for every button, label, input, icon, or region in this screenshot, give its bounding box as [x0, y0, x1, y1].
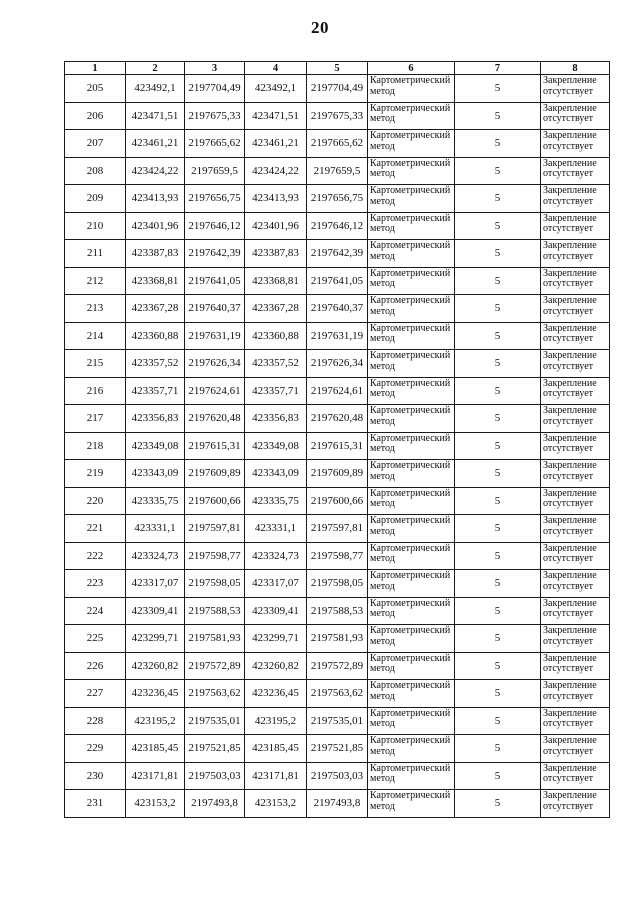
table-row — [65, 130, 610, 158]
y-coordinate-cell: 2197656,75 — [185, 185, 245, 213]
x-coordinate-cell: 423387,83 — [126, 240, 185, 268]
page-number: 20 — [311, 18, 329, 37]
point-number-cell: 210 — [65, 212, 126, 240]
accuracy-value-cell: 5 — [455, 185, 541, 213]
table-row — [65, 350, 610, 378]
x-coordinate-cell: 423413,93 — [126, 185, 185, 213]
determination-method-cell: Картометрический метод — [368, 515, 455, 543]
x-coordinate-repeat-cell: 423356,83 — [245, 405, 307, 433]
point-number-cell: 214 — [65, 322, 126, 350]
column-header-3: 3 — [185, 62, 245, 75]
point-number-cell: 229 — [65, 735, 126, 763]
x-coordinate-repeat-cell: 423317,07 — [245, 570, 307, 598]
fixing-description-cell: Закрепление отсутствует — [541, 240, 610, 268]
x-coordinate-repeat-cell: 423195,2 — [245, 707, 307, 735]
determination-method-cell: Картометрический метод — [368, 322, 455, 350]
fixing-description-cell: Закрепление отсутствует — [541, 597, 610, 625]
table-row — [65, 597, 610, 625]
determination-method-cell: Картометрический метод — [368, 597, 455, 625]
fixing-description-cell: Закрепление отсутствует — [541, 515, 610, 543]
y-coordinate-repeat-cell: 2197588,53 — [307, 597, 368, 625]
y-coordinate-repeat-cell: 2197646,12 — [307, 212, 368, 240]
x-coordinate-cell: 423195,2 — [126, 707, 185, 735]
point-number-cell: 225 — [65, 625, 126, 653]
accuracy-value-cell: 5 — [455, 707, 541, 735]
x-coordinate-repeat-cell: 423367,28 — [245, 295, 307, 323]
x-coordinate-repeat-cell: 423471,51 — [245, 102, 307, 130]
x-coordinate-cell: 423360,88 — [126, 322, 185, 350]
fixing-description-cell: Закрепление отсутствует — [541, 157, 610, 185]
accuracy-value-cell: 5 — [455, 597, 541, 625]
column-header-8: 8 — [541, 62, 610, 75]
y-coordinate-repeat-cell: 2197640,37 — [307, 295, 368, 323]
point-number-cell: 209 — [65, 185, 126, 213]
point-number-cell: 230 — [65, 762, 126, 790]
accuracy-value-cell: 5 — [455, 790, 541, 818]
x-coordinate-repeat-cell: 423171,81 — [245, 762, 307, 790]
x-coordinate-repeat-cell: 423357,71 — [245, 377, 307, 405]
x-coordinate-repeat-cell: 423401,96 — [245, 212, 307, 240]
accuracy-value-cell: 5 — [455, 762, 541, 790]
accuracy-value-cell: 5 — [455, 377, 541, 405]
point-number-cell: 227 — [65, 680, 126, 708]
x-coordinate-cell: 423153,2 — [126, 790, 185, 818]
determination-method-cell: Картометрический метод — [368, 487, 455, 515]
accuracy-value-cell: 5 — [455, 570, 541, 598]
table-row — [65, 625, 610, 653]
x-coordinate-cell: 423492,1 — [126, 75, 185, 103]
fixing-description-cell: Закрепление отсутствует — [541, 707, 610, 735]
determination-method-cell: Картометрический метод — [368, 350, 455, 378]
y-coordinate-cell: 2197581,93 — [185, 625, 245, 653]
x-coordinate-cell: 423324,73 — [126, 542, 185, 570]
y-coordinate-cell: 2197665,62 — [185, 130, 245, 158]
x-coordinate-repeat-cell: 423324,73 — [245, 542, 307, 570]
y-coordinate-cell: 2197572,89 — [185, 652, 245, 680]
table-row — [65, 542, 610, 570]
y-coordinate-repeat-cell: 2197581,93 — [307, 625, 368, 653]
table-header — [65, 62, 610, 75]
point-number-cell: 219 — [65, 460, 126, 488]
determination-method-cell: Картометрический метод — [368, 707, 455, 735]
point-number-cell: 223 — [65, 570, 126, 598]
x-coordinate-cell: 423349,08 — [126, 432, 185, 460]
fixing-description-cell: Закрепление отсутствует — [541, 350, 610, 378]
fixing-description-cell: Закрепление отсутствует — [541, 735, 610, 763]
x-coordinate-repeat-cell: 423309,41 — [245, 597, 307, 625]
table-row — [65, 680, 610, 708]
table-row — [65, 75, 610, 103]
accuracy-value-cell: 5 — [455, 212, 541, 240]
x-coordinate-cell: 423343,09 — [126, 460, 185, 488]
table-row — [65, 460, 610, 488]
x-coordinate-cell: 423368,81 — [126, 267, 185, 295]
y-coordinate-repeat-cell: 2197609,89 — [307, 460, 368, 488]
fixing-description-cell: Закрепление отсутствует — [541, 790, 610, 818]
determination-method-cell: Картометрический метод — [368, 762, 455, 790]
table-row — [65, 432, 610, 460]
table-body — [65, 75, 610, 818]
accuracy-value-cell: 5 — [455, 157, 541, 185]
x-coordinate-cell: 423357,71 — [126, 377, 185, 405]
table-row — [65, 790, 610, 818]
accuracy-value-cell: 5 — [455, 487, 541, 515]
point-number-cell: 220 — [65, 487, 126, 515]
point-number-cell: 222 — [65, 542, 126, 570]
fixing-description-cell: Закрепление отсутствует — [541, 185, 610, 213]
determination-method-cell: Картометрический метод — [368, 75, 455, 103]
point-number-cell: 221 — [65, 515, 126, 543]
y-coordinate-repeat-cell: 2197620,48 — [307, 405, 368, 433]
determination-method-cell: Картометрический метод — [368, 102, 455, 130]
y-coordinate-repeat-cell: 2197597,81 — [307, 515, 368, 543]
fixing-description-cell: Закрепление отсутствует — [541, 460, 610, 488]
y-coordinate-repeat-cell: 2197535,01 — [307, 707, 368, 735]
point-number-cell: 206 — [65, 102, 126, 130]
table-row — [65, 377, 610, 405]
determination-method-cell: Картометрический метод — [368, 680, 455, 708]
y-coordinate-repeat-cell: 2197641,05 — [307, 267, 368, 295]
x-coordinate-repeat-cell: 423260,82 — [245, 652, 307, 680]
point-number-cell: 215 — [65, 350, 126, 378]
x-coordinate-repeat-cell: 423360,88 — [245, 322, 307, 350]
y-coordinate-cell: 2197503,03 — [185, 762, 245, 790]
column-header-6: 6 — [368, 62, 455, 75]
table-row — [65, 487, 610, 515]
fixing-description-cell: Закрепление отсутствует — [541, 377, 610, 405]
y-coordinate-cell: 2197626,34 — [185, 350, 245, 378]
y-coordinate-cell: 2197642,39 — [185, 240, 245, 268]
table-row — [65, 570, 610, 598]
y-coordinate-repeat-cell: 2197675,33 — [307, 102, 368, 130]
x-coordinate-repeat-cell: 423236,45 — [245, 680, 307, 708]
fixing-description-cell: Закрепление отсутствует — [541, 295, 610, 323]
y-coordinate-cell: 2197535,01 — [185, 707, 245, 735]
determination-method-cell: Картометрический метод — [368, 790, 455, 818]
table-row — [65, 295, 610, 323]
x-coordinate-cell: 423185,45 — [126, 735, 185, 763]
determination-method-cell: Картометрический метод — [368, 157, 455, 185]
x-coordinate-cell: 423401,96 — [126, 212, 185, 240]
fixing-description-cell: Закрепление отсутствует — [541, 625, 610, 653]
column-header-4: 4 — [245, 62, 307, 75]
x-coordinate-cell: 423471,51 — [126, 102, 185, 130]
accuracy-value-cell: 5 — [455, 652, 541, 680]
point-number-cell: 213 — [65, 295, 126, 323]
x-coordinate-repeat-cell: 423343,09 — [245, 460, 307, 488]
y-coordinate-repeat-cell: 2197493,8 — [307, 790, 368, 818]
y-coordinate-cell: 2197675,33 — [185, 102, 245, 130]
fixing-description-cell: Закрепление отсутствует — [541, 762, 610, 790]
fixing-description-cell: Закрепление отсутствует — [541, 212, 610, 240]
fixing-description-cell: Закрепление отсутствует — [541, 570, 610, 598]
y-coordinate-repeat-cell: 2197626,34 — [307, 350, 368, 378]
y-coordinate-repeat-cell: 2197572,89 — [307, 652, 368, 680]
x-coordinate-repeat-cell: 423413,93 — [245, 185, 307, 213]
y-coordinate-repeat-cell: 2197704,49 — [307, 75, 368, 103]
x-coordinate-repeat-cell: 423461,21 — [245, 130, 307, 158]
fixing-description-cell: Закрепление отсутствует — [541, 487, 610, 515]
y-coordinate-cell: 2197704,49 — [185, 75, 245, 103]
y-coordinate-cell: 2197624,61 — [185, 377, 245, 405]
point-number-cell: 216 — [65, 377, 126, 405]
x-coordinate-repeat-cell: 423492,1 — [245, 75, 307, 103]
x-coordinate-repeat-cell: 423424,22 — [245, 157, 307, 185]
table-row — [65, 405, 610, 433]
y-coordinate-repeat-cell: 2197615,31 — [307, 432, 368, 460]
fixing-description-cell: Закрепление отсутствует — [541, 130, 610, 158]
table-row — [65, 212, 610, 240]
fixing-description-cell: Закрепление отсутствует — [541, 680, 610, 708]
determination-method-cell: Картометрический метод — [368, 267, 455, 295]
column-header-5: 5 — [307, 62, 368, 75]
accuracy-value-cell: 5 — [455, 405, 541, 433]
determination-method-cell: Картометрический метод — [368, 735, 455, 763]
table-row — [65, 240, 610, 268]
y-coordinate-repeat-cell: 2197521,85 — [307, 735, 368, 763]
y-coordinate-cell: 2197600,66 — [185, 487, 245, 515]
y-coordinate-cell: 2197631,19 — [185, 322, 245, 350]
accuracy-value-cell: 5 — [455, 460, 541, 488]
y-coordinate-cell: 2197521,85 — [185, 735, 245, 763]
determination-method-cell: Картометрический метод — [368, 185, 455, 213]
x-coordinate-repeat-cell: 423349,08 — [245, 432, 307, 460]
point-number-cell: 208 — [65, 157, 126, 185]
x-coordinate-repeat-cell: 423331,1 — [245, 515, 307, 543]
determination-method-cell: Картометрический метод — [368, 570, 455, 598]
accuracy-value-cell: 5 — [455, 130, 541, 158]
x-coordinate-repeat-cell: 423357,52 — [245, 350, 307, 378]
fixing-description-cell: Закрепление отсутствует — [541, 542, 610, 570]
determination-method-cell: Картометрический метод — [368, 240, 455, 268]
accuracy-value-cell: 5 — [455, 542, 541, 570]
column-header-1: 1 — [65, 62, 126, 75]
point-number-cell: 211 — [65, 240, 126, 268]
y-coordinate-repeat-cell: 2197659,5 — [307, 157, 368, 185]
y-coordinate-cell: 2197615,31 — [185, 432, 245, 460]
column-header-2: 2 — [126, 62, 185, 75]
y-coordinate-repeat-cell: 2197624,61 — [307, 377, 368, 405]
fixing-description-cell: Закрепление отсутствует — [541, 432, 610, 460]
x-coordinate-repeat-cell: 423299,71 — [245, 625, 307, 653]
accuracy-value-cell: 5 — [455, 240, 541, 268]
y-coordinate-cell: 2197620,48 — [185, 405, 245, 433]
determination-method-cell: Картометрический метод — [368, 130, 455, 158]
determination-method-cell: Картометрический метод — [368, 625, 455, 653]
determination-method-cell: Картометрический метод — [368, 542, 455, 570]
point-number-cell: 217 — [65, 405, 126, 433]
y-coordinate-repeat-cell: 2197656,75 — [307, 185, 368, 213]
table-row — [65, 762, 610, 790]
fixing-description-cell: Закрепление отсутствует — [541, 75, 610, 103]
y-coordinate-cell: 2197588,53 — [185, 597, 245, 625]
y-coordinate-repeat-cell: 2197598,77 — [307, 542, 368, 570]
y-coordinate-cell: 2197646,12 — [185, 212, 245, 240]
determination-method-cell: Картометрический метод — [368, 212, 455, 240]
table-row — [65, 267, 610, 295]
header-row — [65, 62, 610, 75]
determination-method-cell: Картометрический метод — [368, 652, 455, 680]
point-number-cell: 226 — [65, 652, 126, 680]
accuracy-value-cell: 5 — [455, 102, 541, 130]
y-coordinate-repeat-cell: 2197631,19 — [307, 322, 368, 350]
fixing-description-cell: Закрепление отсутствует — [541, 322, 610, 350]
determination-method-cell: Картометрический метод — [368, 460, 455, 488]
table-row — [65, 515, 610, 543]
y-coordinate-cell: 2197640,37 — [185, 295, 245, 323]
x-coordinate-cell: 423356,83 — [126, 405, 185, 433]
y-coordinate-cell: 2197641,05 — [185, 267, 245, 295]
x-coordinate-cell: 423335,75 — [126, 487, 185, 515]
x-coordinate-cell: 423299,71 — [126, 625, 185, 653]
table-row — [65, 322, 610, 350]
y-coordinate-cell: 2197493,8 — [185, 790, 245, 818]
x-coordinate-cell: 423461,21 — [126, 130, 185, 158]
accuracy-value-cell: 5 — [455, 680, 541, 708]
determination-method-cell: Картометрический метод — [368, 405, 455, 433]
fixing-description-cell: Закрепление отсутствует — [541, 267, 610, 295]
accuracy-value-cell: 5 — [455, 735, 541, 763]
fixing-description-cell: Закрепление отсутствует — [541, 405, 610, 433]
table-row — [65, 102, 610, 130]
y-coordinate-repeat-cell: 2197600,66 — [307, 487, 368, 515]
y-coordinate-repeat-cell: 2197665,62 — [307, 130, 368, 158]
coordinates-table — [64, 61, 610, 818]
y-coordinate-repeat-cell: 2197598,05 — [307, 570, 368, 598]
y-coordinate-cell: 2197659,5 — [185, 157, 245, 185]
table-row — [65, 185, 610, 213]
point-number-cell: 224 — [65, 597, 126, 625]
table-row — [65, 157, 610, 185]
y-coordinate-cell: 2197597,81 — [185, 515, 245, 543]
determination-method-cell: Картометрический метод — [368, 377, 455, 405]
accuracy-value-cell: 5 — [455, 295, 541, 323]
x-coordinate-repeat-cell: 423387,83 — [245, 240, 307, 268]
column-header-7: 7 — [455, 62, 541, 75]
fixing-description-cell: Закрепление отсутствует — [541, 102, 610, 130]
point-number-cell: 228 — [65, 707, 126, 735]
accuracy-value-cell: 5 — [455, 515, 541, 543]
table-row — [65, 735, 610, 763]
y-coordinate-cell: 2197598,05 — [185, 570, 245, 598]
point-number-cell: 205 — [65, 75, 126, 103]
y-coordinate-cell: 2197609,89 — [185, 460, 245, 488]
accuracy-value-cell: 5 — [455, 432, 541, 460]
accuracy-value-cell: 5 — [455, 625, 541, 653]
x-coordinate-cell: 423309,41 — [126, 597, 185, 625]
x-coordinate-cell: 423331,1 — [126, 515, 185, 543]
x-coordinate-repeat-cell: 423368,81 — [245, 267, 307, 295]
accuracy-value-cell: 5 — [455, 322, 541, 350]
x-coordinate-cell: 423357,52 — [126, 350, 185, 378]
fixing-description-cell: Закрепление отсутствует — [541, 652, 610, 680]
accuracy-value-cell: 5 — [455, 267, 541, 295]
x-coordinate-cell: 423260,82 — [126, 652, 185, 680]
y-coordinate-cell: 2197598,77 — [185, 542, 245, 570]
accuracy-value-cell: 5 — [455, 350, 541, 378]
x-coordinate-cell: 423236,45 — [126, 680, 185, 708]
point-number-cell: 218 — [65, 432, 126, 460]
x-coordinate-repeat-cell: 423335,75 — [245, 487, 307, 515]
table-row — [65, 707, 610, 735]
accuracy-value-cell: 5 — [455, 75, 541, 103]
determination-method-cell: Картометрический метод — [368, 432, 455, 460]
x-coordinate-cell: 423317,07 — [126, 570, 185, 598]
point-number-cell: 207 — [65, 130, 126, 158]
y-coordinate-cell: 2197563,62 — [185, 680, 245, 708]
y-coordinate-repeat-cell: 2197503,03 — [307, 762, 368, 790]
x-coordinate-cell: 423424,22 — [126, 157, 185, 185]
point-number-cell: 231 — [65, 790, 126, 818]
y-coordinate-repeat-cell: 2197642,39 — [307, 240, 368, 268]
point-number-cell: 212 — [65, 267, 126, 295]
x-coordinate-cell: 423367,28 — [126, 295, 185, 323]
x-coordinate-cell: 423171,81 — [126, 762, 185, 790]
determination-method-cell: Картометрический метод — [368, 295, 455, 323]
table-row — [65, 652, 610, 680]
x-coordinate-repeat-cell: 423153,2 — [245, 790, 307, 818]
x-coordinate-repeat-cell: 423185,45 — [245, 735, 307, 763]
y-coordinate-repeat-cell: 2197563,62 — [307, 680, 368, 708]
